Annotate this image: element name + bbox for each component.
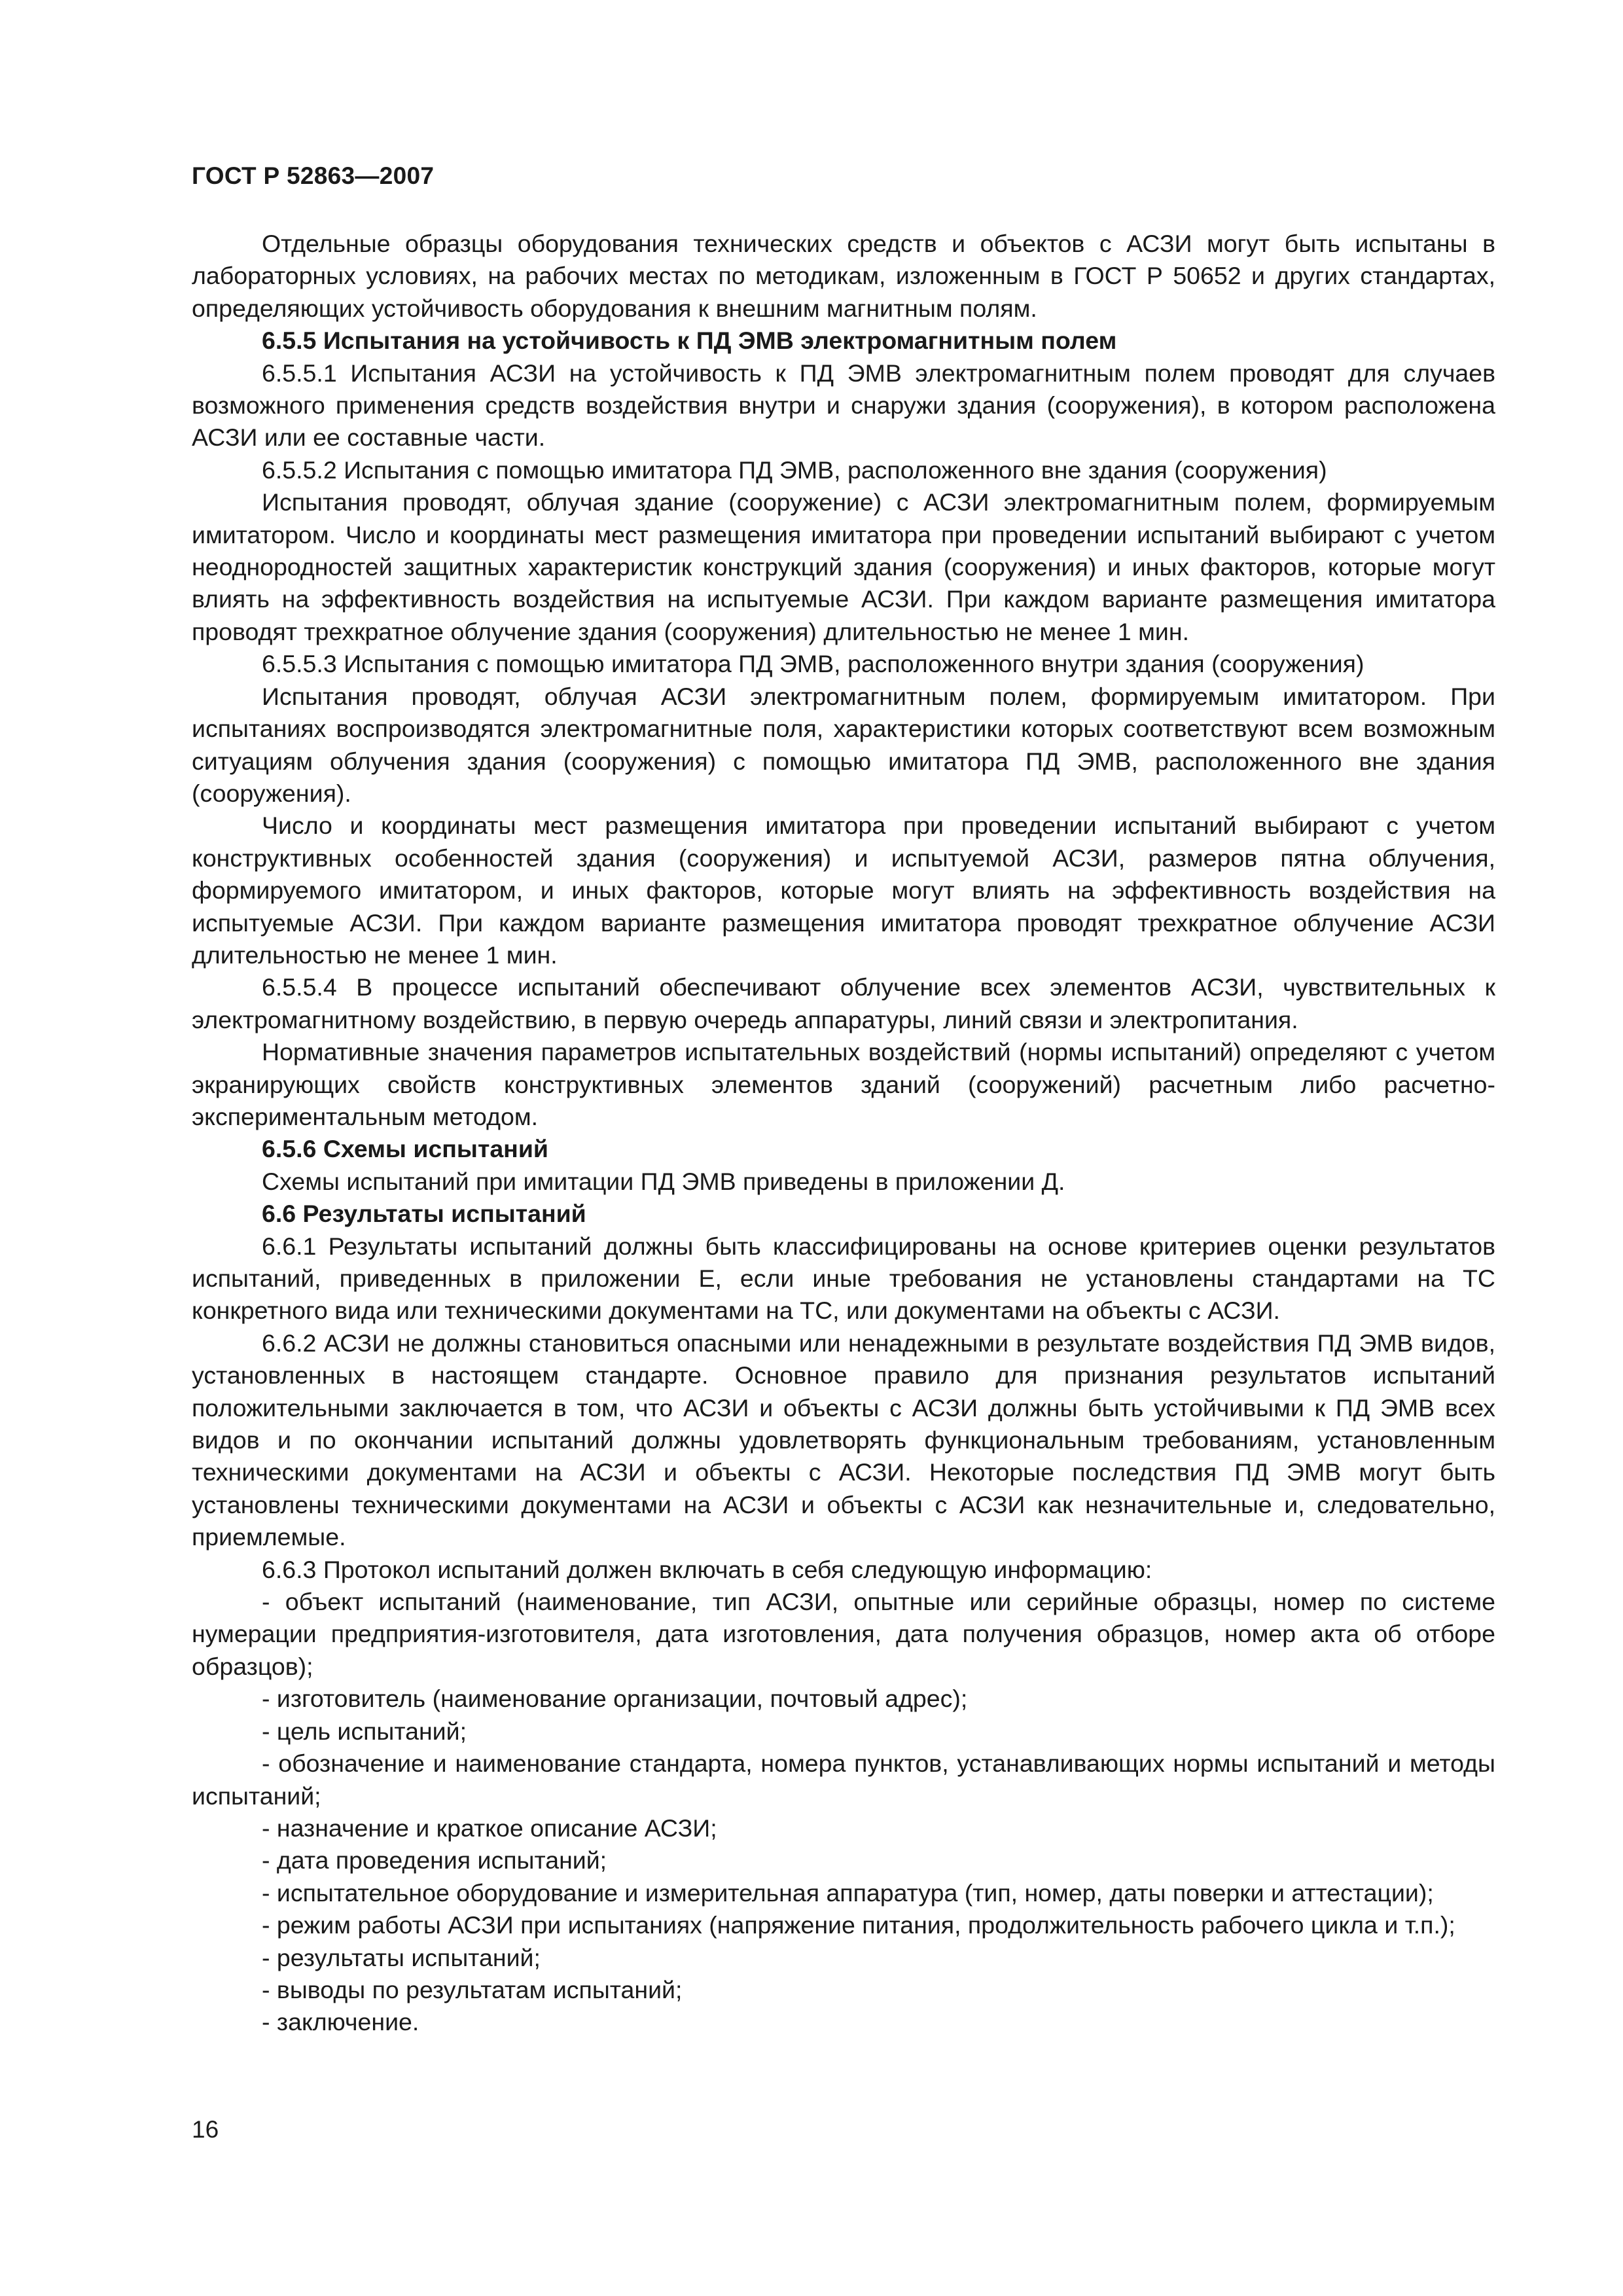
paragraph: Схемы испытаний при имитации ПД ЭМВ приведены в приложении Д.: [262, 1167, 1065, 1195]
paragraph: 6.6.1 Результаты испытаний должны быть классифицированы на основе критериев оценки результатов испытаний, приведенных в приложении Е, если иные требования не установлены стандартами на ТС конкретного вида или техническими документами на ТС, или документами на объекты с АСЗИ.: [192, 1232, 1495, 1325]
paragraph: Отдельные образцы оборудования технических средств и объектов с АСЗИ могут быть испытаны в лабораторных условиях, на рабочих местах по методикам, изложенным в ГОСТ Р 50652 и других стандартах, определяющих устойчивость оборудования к внешним магнитным полям.: [192, 230, 1495, 322]
list-item: - результаты испытаний;: [262, 1943, 541, 1971]
paragraph: 6.6.2 АСЗИ не должны становиться опасными или ненадежными в результате воздействия ПД ЭМВ видов, установленных в настоящем стандарте. Основное правило для признания результатов испытаний положительными заключается в том, что АСЗИ и объекты с АСЗИ должны быть устойчивыми к ПД ЭМВ всех видов и по окончании испытаний должны удовлетворять функциональным требованиям, установленным техническими документами на АСЗИ и объекты с АСЗИ. Некоторые последствия ПД ЭМВ могут быть установлены техническими документами на АСЗИ и объекты с АСЗИ как незначительные и, следовательно, приемлемые.: [192, 1329, 1495, 1551]
list-item: - заключение.: [262, 2008, 419, 2036]
list-item: - дата проведения испытаний;: [262, 1846, 607, 1874]
paragraph: Нормативные значения параметров испытательных воздействий (нормы испытаний) определяют с учетом экранирующих свойств конструктивных элементов зданий (сооружений) расчетным либо расчетно-экспериментальным методом.: [192, 1038, 1495, 1130]
paragraph: 6.6.3 Протокол испытаний должен включать в себя следующую информацию:: [262, 1555, 1152, 1583]
paragraph: 6.5.5.2 Испытания с помощью имитатора ПД ЭМВ, расположенного вне здания (сооружения): [262, 456, 1327, 484]
page-number: 16: [192, 2116, 219, 2143]
list-item: - объект испытаний (наименование, тип АСЗИ, опытные или серийные образцы, номер по системе нумерации предприятия-изготовителя, дата изготовления, дата получения образцов, номер акта об отборе образцов);: [192, 1588, 1495, 1680]
list-item: - испытательное оборудование и измерительная аппаратура (тип, номер, даты поверки и аттестации);: [262, 1878, 1434, 1907]
list-item: - режим работы АСЗИ при испытаниях (напряжение питания, продолжительность рабочего цикла и т.п.);: [262, 1911, 1455, 1939]
document-body: [192, 228, 1495, 2039]
paragraph: 6.5.5.1 Испытания АСЗИ на устойчивость к ПД ЭМВ электромагнитным полем проводят для случаев возможного применения средств воздействия внутри и снаружи здания (сооружения), в котором расположена АСЗИ или ее составные части.: [192, 359, 1495, 452]
paragraph: Испытания проводят, облучая здание (сооружение) с АСЗИ электромагнитным полем, формируемым имитатором. Число и координаты мест размещения имитатора при проведении испытаний выбирают с учетом неоднородностей защитных характеристик конструкций здания (сооружения) и иных факторов, которые могут влиять на эффективность воздействия на испытуемые АСЗИ. При каждом варианте размещения имитатора проводят трехкратное облучение здания (сооружения) длительностью не менее 1 мин.: [192, 488, 1495, 645]
list-item: - обозначение и наименование стандарта, номера пунктов, устанавливающих нормы испытаний и методы испытаний;: [192, 1749, 1495, 1810]
section-heading: 6.5.6 Схемы испытаний: [262, 1135, 548, 1163]
paragraph: Число и координаты мест размещения имитатора при проведении испытаний выбирают с учетом конструктивных особенностей здания (сооружения) и испытуемой АСЗИ, размеров пятна облучения, формируемого имитатором, и иных факторов, которые могут влиять на эффективность воздействия на испытуемые АСЗИ. При каждом варианте размещения имитатора проводят трехкратное облучение АСЗИ длительностью не менее 1 мин.: [192, 812, 1495, 969]
section-heading: 6.5.5 Испытания на устойчивость к ПД ЭМВ электромагнитным полем: [262, 327, 1117, 355]
paragraph: Испытания проводят, облучая АСЗИ электромагнитным полем, формируемым имитатором. При испытаниях воспроизводятся электромагнитные поля, характеристики которых соответствуют всем возможным ситуациям облучения здания (сооружения) с помощью имитатора ПД ЭМВ, расположенного вне здания (сооружения).: [192, 682, 1495, 807]
document-code-header: ГОСТ Р 52863—2007: [192, 162, 435, 189]
list-item: - выводы по результатам испытаний;: [262, 1975, 683, 2003]
section-heading: 6.6 Результаты испытаний: [262, 1200, 586, 1228]
list-item: - цель испытаний;: [262, 1717, 467, 1745]
paragraph: 6.5.5.4 В процессе испытаний обеспечивают облучение всех элементов АСЗИ, чувствительных к электромагнитному воздействию, в первую очередь аппаратуры, линий связи и электропитания.: [192, 973, 1495, 1033]
list-item: - назначение и краткое описание АСЗИ;: [262, 1814, 717, 1842]
list-item: - изготовитель (наименование организации, почтовый адрес);: [262, 1685, 968, 1713]
paragraph: 6.5.5.3 Испытания с помощью имитатора ПД ЭМВ, расположенного внутри здания (сооружения): [262, 650, 1364, 678]
